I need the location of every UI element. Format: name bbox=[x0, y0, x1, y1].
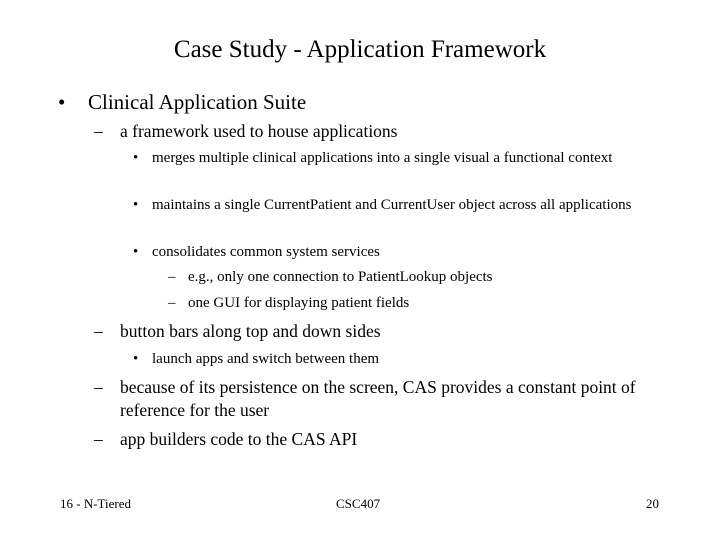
bullet-text: merges multiple clinical applications into a single visual a functional context bbox=[152, 150, 613, 166]
bullet-dash: – bbox=[94, 377, 103, 397]
footer-page-number: 20 bbox=[646, 496, 659, 511]
bullet-clinical-application-suite bbox=[58, 90, 678, 114]
bullet-persistence bbox=[94, 376, 674, 422]
bullet-consolidates bbox=[133, 241, 663, 263]
bullet-maintains bbox=[133, 194, 663, 216]
slide-title: Case Study - Application Framework bbox=[173, 36, 547, 63]
bullet-framework bbox=[94, 120, 674, 143]
bullet-dash: – bbox=[94, 429, 103, 449]
bullet-button-bars bbox=[94, 320, 674, 343]
bullet-text: e.g., only one connection to PatientLookup objects bbox=[188, 269, 493, 285]
bullet-text: because of its persistence on the screen, CAS provides a constant point of reference for the user bbox=[120, 377, 636, 420]
footer-center: CSC407 bbox=[336, 496, 381, 511]
bullet-dot: • bbox=[133, 150, 139, 166]
bullet-builders bbox=[94, 428, 674, 451]
bullet-text: app builders code to the CAS API bbox=[120, 429, 358, 449]
bullet-text: launch apps and switch between them bbox=[152, 351, 380, 367]
footer-left: 16 - N-Tiered bbox=[60, 496, 132, 511]
bullet-text: Clinical Application Suite bbox=[88, 90, 307, 114]
bullet-dash: – bbox=[168, 269, 176, 285]
bullet-dot: • bbox=[133, 244, 139, 260]
bullet-merges bbox=[133, 147, 663, 169]
bullet-dash: – bbox=[168, 295, 176, 311]
bullet-dot: • bbox=[58, 90, 66, 114]
bullet-dot: • bbox=[133, 351, 139, 367]
bullet-dash: – bbox=[94, 121, 103, 141]
bullet-text: one GUI for displaying patient fields bbox=[188, 295, 410, 311]
bullet-launch bbox=[133, 348, 663, 370]
bullet-gui bbox=[168, 292, 668, 314]
bullet-eg bbox=[168, 266, 668, 288]
bullet-text: button bars along top and down sides bbox=[120, 321, 381, 341]
bullet-text: consolidates common system services bbox=[152, 244, 380, 260]
bullet-text: a framework used to house applications bbox=[120, 121, 398, 141]
bullet-dot: • bbox=[133, 197, 139, 213]
bullet-text: maintains a single CurrentPatient and CurrentUser object across all applications bbox=[152, 197, 632, 213]
bullet-dash: – bbox=[94, 321, 103, 341]
